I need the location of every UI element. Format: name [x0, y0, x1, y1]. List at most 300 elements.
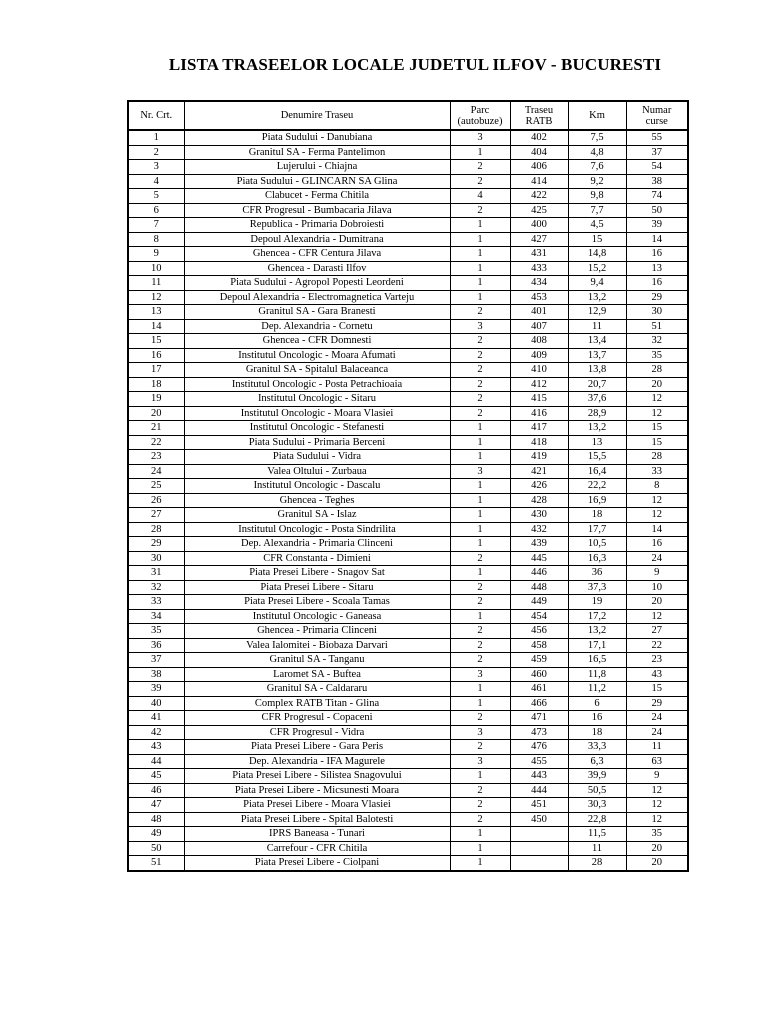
km-cell: 22,2 [568, 479, 626, 494]
nr-crt-cell: 31 [128, 566, 184, 581]
route-name-cell: Granitul SA - Tanganu [184, 653, 450, 668]
traseu-ratb-cell: 409 [510, 348, 568, 363]
table-row [128, 856, 688, 871]
km-cell: 28,9 [568, 406, 626, 421]
parc-cell: 1 [450, 435, 510, 450]
route-name-cell: Institutul Oncologic - Moara Vlasiei [184, 406, 450, 421]
traseu-ratb-cell: 416 [510, 406, 568, 421]
table-row [128, 508, 688, 523]
numar-curse-cell: 12 [626, 493, 688, 508]
numar-curse-cell: 28 [626, 450, 688, 465]
parc-cell: 1 [450, 537, 510, 552]
table-row [128, 130, 688, 145]
nr-crt-cell: 9 [128, 247, 184, 262]
traseu-ratb-cell: 431 [510, 247, 568, 262]
route-name-cell: Granitul SA - Islaz [184, 508, 450, 523]
table-row [128, 464, 688, 479]
km-cell: 16,3 [568, 551, 626, 566]
route-name-cell: Granitul SA - Spitalul Balaceanca [184, 363, 450, 378]
parc-cell: 2 [450, 174, 510, 189]
nr-crt-cell: 32 [128, 580, 184, 595]
route-name-cell: Ghencea - Darasti Ilfov [184, 261, 450, 276]
numar-curse-cell: 24 [626, 551, 688, 566]
route-name-cell: Republica - Primaria Dobroiesti [184, 218, 450, 233]
numar-curse-cell: 63 [626, 754, 688, 769]
km-cell: 19 [568, 595, 626, 610]
header-denumire-traseu: Denumire Traseu [184, 101, 450, 130]
table-row [128, 812, 688, 827]
route-name-cell: Piata Presei Libere - Silistea Snagovului [184, 769, 450, 784]
km-cell: 37,3 [568, 580, 626, 595]
nr-crt-cell: 51 [128, 856, 184, 871]
numar-curse-cell: 12 [626, 406, 688, 421]
numar-curse-cell: 15 [626, 421, 688, 436]
route-name-cell: CFR Constanta - Dimieni [184, 551, 450, 566]
route-name-cell: Granitul SA - Ferma Pantelimon [184, 145, 450, 160]
nr-crt-cell: 37 [128, 653, 184, 668]
numar-curse-cell: 12 [626, 783, 688, 798]
km-cell: 30,3 [568, 798, 626, 813]
numar-curse-cell: 24 [626, 725, 688, 740]
traseu-ratb-cell: 408 [510, 334, 568, 349]
numar-curse-cell: 11 [626, 740, 688, 755]
table-row [128, 218, 688, 233]
km-cell: 28 [568, 856, 626, 871]
km-cell: 9,8 [568, 189, 626, 204]
km-cell: 13,7 [568, 348, 626, 363]
route-name-cell: Carrefour - CFR Chitila [184, 841, 450, 856]
parc-cell: 1 [450, 145, 510, 160]
route-name-cell: Lujerului - Chiajna [184, 160, 450, 175]
parc-cell: 1 [450, 769, 510, 784]
parc-cell: 2 [450, 348, 510, 363]
parc-cell: 4 [450, 189, 510, 204]
nr-crt-cell: 2 [128, 145, 184, 160]
route-name-cell: Piata Presei Libere - Gara Peris [184, 740, 450, 755]
nr-crt-cell: 27 [128, 508, 184, 523]
nr-crt-cell: 41 [128, 711, 184, 726]
traseu-ratb-cell: 451 [510, 798, 568, 813]
nr-crt-cell: 24 [128, 464, 184, 479]
parc-cell: 2 [450, 363, 510, 378]
table-row [128, 261, 688, 276]
traseu-ratb-cell: 400 [510, 218, 568, 233]
table-row [128, 769, 688, 784]
parc-cell: 1 [450, 450, 510, 465]
traseu-ratb-cell: 446 [510, 566, 568, 581]
km-cell: 33,3 [568, 740, 626, 755]
numar-curse-cell: 33 [626, 464, 688, 479]
parc-cell: 2 [450, 203, 510, 218]
table-row [128, 203, 688, 218]
route-name-cell: Piata Sudului - Primaria Berceni [184, 435, 450, 450]
numar-curse-cell: 9 [626, 769, 688, 784]
traseu-ratb-cell: 419 [510, 450, 568, 465]
traseu-ratb-cell: 406 [510, 160, 568, 175]
header-parc [450, 101, 510, 130]
km-cell: 6,3 [568, 754, 626, 769]
traseu-ratb-cell: 407 [510, 319, 568, 334]
nr-crt-cell: 40 [128, 696, 184, 711]
parc-cell: 1 [450, 421, 510, 436]
nr-crt-cell: 12 [128, 290, 184, 305]
numar-curse-cell: 22 [626, 638, 688, 653]
numar-curse-cell: 23 [626, 653, 688, 668]
numar-curse-cell: 30 [626, 305, 688, 320]
nr-crt-cell: 1 [128, 130, 184, 145]
numar-curse-cell: 51 [626, 319, 688, 334]
traseu-ratb-cell: 401 [510, 305, 568, 320]
numar-curse-cell: 10 [626, 580, 688, 595]
header-traseu-line1: Traseu [524, 104, 554, 116]
traseu-ratb-cell: 410 [510, 363, 568, 378]
route-name-cell: Institutul Oncologic - Moara Afumati [184, 348, 450, 363]
numar-curse-cell: 50 [626, 203, 688, 218]
numar-curse-cell: 38 [626, 174, 688, 189]
table-row [128, 160, 688, 175]
parc-cell: 1 [450, 508, 510, 523]
numar-curse-cell: 20 [626, 841, 688, 856]
nr-crt-cell: 44 [128, 754, 184, 769]
table-row [128, 580, 688, 595]
table-row [128, 682, 688, 697]
parc-cell: 2 [450, 595, 510, 610]
traseu-ratb-cell: 443 [510, 769, 568, 784]
numar-curse-cell: 12 [626, 812, 688, 827]
km-cell: 7,6 [568, 160, 626, 175]
table-header-row [128, 101, 688, 130]
traseu-ratb-cell: 458 [510, 638, 568, 653]
table-row [128, 247, 688, 262]
route-name-cell: Institutul Oncologic - Dascalu [184, 479, 450, 494]
table-row [128, 653, 688, 668]
route-name-cell: CFR Progresul - Copaceni [184, 711, 450, 726]
table-row [128, 798, 688, 813]
traseu-ratb-cell: 417 [510, 421, 568, 436]
traseu-ratb-cell: 428 [510, 493, 568, 508]
km-cell: 16,9 [568, 493, 626, 508]
traseu-ratb-cell [510, 827, 568, 842]
table-row [128, 232, 688, 247]
km-cell: 4,5 [568, 218, 626, 233]
route-name-cell: Ghencea - CFR Centura Jilava [184, 247, 450, 262]
nr-crt-cell: 22 [128, 435, 184, 450]
table-row [128, 783, 688, 798]
nr-crt-cell: 26 [128, 493, 184, 508]
km-cell: 14,8 [568, 247, 626, 262]
parc-cell: 2 [450, 798, 510, 813]
nr-crt-cell: 13 [128, 305, 184, 320]
km-cell: 10,5 [568, 537, 626, 552]
nr-crt-cell: 8 [128, 232, 184, 247]
parc-cell: 2 [450, 783, 510, 798]
parc-cell: 1 [450, 247, 510, 262]
nr-crt-cell: 3 [128, 160, 184, 175]
km-cell: 17,7 [568, 522, 626, 537]
km-cell: 11,2 [568, 682, 626, 697]
header-parc-line1: Parc [470, 104, 490, 116]
numar-curse-cell: 20 [626, 856, 688, 871]
nr-crt-cell: 36 [128, 638, 184, 653]
route-name-cell: CFR Progresul - Vidra [184, 725, 450, 740]
traseu-ratb-cell: 444 [510, 783, 568, 798]
km-cell: 16,5 [568, 653, 626, 668]
km-cell: 50,5 [568, 783, 626, 798]
numar-curse-cell: 20 [626, 595, 688, 610]
table-row [128, 363, 688, 378]
nr-crt-cell: 43 [128, 740, 184, 755]
nr-crt-cell: 17 [128, 363, 184, 378]
routes-table [127, 100, 689, 872]
document-title: LISTA TRASEELOR LOCALE JUDETUL ILFOV - BUCURESTI [168, 55, 662, 74]
route-name-cell: Valea Oltului - Zurbaua [184, 464, 450, 479]
nr-crt-cell: 28 [128, 522, 184, 537]
nr-crt-cell: 49 [128, 827, 184, 842]
km-cell: 13,4 [568, 334, 626, 349]
table-body [128, 130, 688, 871]
header-traseu-ratb [510, 101, 568, 130]
route-name-cell: Piata Presei Libere - Ciolpani [184, 856, 450, 871]
route-name-cell: Depoul Alexandria - Electromagnetica Varteju [184, 290, 450, 305]
traseu-ratb-cell: 439 [510, 537, 568, 552]
nr-crt-cell: 15 [128, 334, 184, 349]
table-row [128, 609, 688, 624]
header-numar-curse [626, 101, 688, 130]
km-cell: 13,8 [568, 363, 626, 378]
route-name-cell: Piata Presei Libere - Sitaru [184, 580, 450, 595]
traseu-ratb-cell: 434 [510, 276, 568, 291]
parc-cell: 1 [450, 479, 510, 494]
table-row [128, 276, 688, 291]
table-row [128, 522, 688, 537]
route-name-cell: Piata Presei Libere - Moara Vlasiei [184, 798, 450, 813]
nr-crt-cell: 14 [128, 319, 184, 334]
table-row [128, 435, 688, 450]
parc-cell: 1 [450, 856, 510, 871]
parc-cell: 1 [450, 276, 510, 291]
route-name-cell: Dep. Alexandria - Primaria Clinceni [184, 537, 450, 552]
parc-cell: 1 [450, 841, 510, 856]
parc-cell: 3 [450, 667, 510, 682]
traseu-ratb-cell: 402 [510, 130, 568, 145]
nr-crt-cell: 19 [128, 392, 184, 407]
parc-cell: 3 [450, 464, 510, 479]
route-name-cell: IPRS Baneasa - Tunari [184, 827, 450, 842]
km-cell: 4,8 [568, 145, 626, 160]
numar-curse-cell: 16 [626, 247, 688, 262]
traseu-ratb-cell: 433 [510, 261, 568, 276]
table-row [128, 667, 688, 682]
km-cell: 11 [568, 841, 626, 856]
numar-curse-cell: 24 [626, 711, 688, 726]
parc-cell: 1 [450, 493, 510, 508]
parc-cell: 2 [450, 653, 510, 668]
parc-cell: 2 [450, 580, 510, 595]
route-name-cell: Piata Sudului - Danubiana [184, 130, 450, 145]
km-cell: 22,8 [568, 812, 626, 827]
route-name-cell: Dep. Alexandria - Cornetu [184, 319, 450, 334]
numar-curse-cell: 39 [626, 218, 688, 233]
route-name-cell: Institutul Oncologic - Posta Petrachioaia [184, 377, 450, 392]
route-name-cell: Piata Presei Libere - Scoala Tamas [184, 595, 450, 610]
nr-crt-cell: 21 [128, 421, 184, 436]
table-row [128, 406, 688, 421]
traseu-ratb-cell: 455 [510, 754, 568, 769]
km-cell: 9,4 [568, 276, 626, 291]
numar-curse-cell: 15 [626, 682, 688, 697]
route-name-cell: Piata Presei Libere - Snagov Sat [184, 566, 450, 581]
route-name-cell: Institutul Oncologic - Sitaru [184, 392, 450, 407]
parc-cell: 2 [450, 638, 510, 653]
route-name-cell: Complex RATB Titan - Glina [184, 696, 450, 711]
nr-crt-cell: 33 [128, 595, 184, 610]
km-cell: 18 [568, 508, 626, 523]
traseu-ratb-cell: 456 [510, 624, 568, 639]
table-row [128, 421, 688, 436]
table-row [128, 479, 688, 494]
table-row [128, 537, 688, 552]
table-row [128, 377, 688, 392]
route-name-cell: Institutul Oncologic - Posta Sindrilita [184, 522, 450, 537]
traseu-ratb-cell: 459 [510, 653, 568, 668]
table-row [128, 348, 688, 363]
km-cell: 12,9 [568, 305, 626, 320]
route-name-cell: Piata Presei Libere - Spital Balotesti [184, 812, 450, 827]
km-cell: 7,7 [568, 203, 626, 218]
parc-cell: 2 [450, 377, 510, 392]
traseu-ratb-cell: 427 [510, 232, 568, 247]
nr-crt-cell: 4 [128, 174, 184, 189]
numar-curse-cell: 35 [626, 348, 688, 363]
numar-curse-cell: 14 [626, 232, 688, 247]
nr-crt-cell: 10 [128, 261, 184, 276]
route-name-cell: Laromet SA - Buftea [184, 667, 450, 682]
km-cell: 39,9 [568, 769, 626, 784]
table-row [128, 696, 688, 711]
parc-cell: 3 [450, 319, 510, 334]
km-cell: 13 [568, 435, 626, 450]
numar-curse-cell: 74 [626, 189, 688, 204]
km-cell: 16 [568, 711, 626, 726]
parc-cell: 1 [450, 682, 510, 697]
nr-crt-cell: 30 [128, 551, 184, 566]
km-cell: 16,4 [568, 464, 626, 479]
route-name-cell: Institutul Oncologic - Stefanesti [184, 421, 450, 436]
route-name-cell: Ghencea - Teghes [184, 493, 450, 508]
traseu-ratb-cell: 449 [510, 595, 568, 610]
traseu-ratb-cell: 471 [510, 711, 568, 726]
header-traseu-line2: RATB [525, 115, 553, 127]
numar-curse-cell: 12 [626, 798, 688, 813]
parc-cell: 1 [450, 218, 510, 233]
header-nr-crt: Nr. Crt. [128, 101, 184, 130]
numar-curse-cell: 35 [626, 827, 688, 842]
table-row [128, 319, 688, 334]
parc-cell: 2 [450, 711, 510, 726]
numar-curse-cell: 43 [626, 667, 688, 682]
route-name-cell: Piata Sudului - GLINCARN SA Glina [184, 174, 450, 189]
nr-crt-cell: 39 [128, 682, 184, 697]
numar-curse-cell: 12 [626, 609, 688, 624]
traseu-ratb-cell: 432 [510, 522, 568, 537]
route-name-cell: Granitul SA - Caldararu [184, 682, 450, 697]
traseu-ratb-cell: 404 [510, 145, 568, 160]
traseu-ratb-cell: 415 [510, 392, 568, 407]
numar-curse-cell: 20 [626, 377, 688, 392]
km-cell: 11,5 [568, 827, 626, 842]
km-cell: 17,2 [568, 609, 626, 624]
traseu-ratb-cell: 414 [510, 174, 568, 189]
nr-crt-cell: 47 [128, 798, 184, 813]
km-cell: 37,6 [568, 392, 626, 407]
route-name-cell: Piata Sudului - Vidra [184, 450, 450, 465]
km-cell: 9,2 [568, 174, 626, 189]
numar-curse-cell: 16 [626, 276, 688, 291]
numar-curse-cell: 28 [626, 363, 688, 378]
parc-cell: 1 [450, 290, 510, 305]
numar-curse-cell: 13 [626, 261, 688, 276]
numar-curse-cell: 37 [626, 145, 688, 160]
km-cell: 7,5 [568, 130, 626, 145]
traseu-ratb-cell: 422 [510, 189, 568, 204]
nr-crt-cell: 7 [128, 218, 184, 233]
nr-crt-cell: 50 [128, 841, 184, 856]
nr-crt-cell: 34 [128, 609, 184, 624]
table-row [128, 841, 688, 856]
km-cell: 20,7 [568, 377, 626, 392]
nr-crt-cell: 18 [128, 377, 184, 392]
parc-cell: 2 [450, 160, 510, 175]
numar-curse-cell: 14 [626, 522, 688, 537]
table-row [128, 174, 688, 189]
route-name-cell: Dep. Alexandria - IFA Magurele [184, 754, 450, 769]
km-cell: 11 [568, 319, 626, 334]
numar-curse-cell: 54 [626, 160, 688, 175]
nr-crt-cell: 38 [128, 667, 184, 682]
parc-cell: 2 [450, 334, 510, 349]
km-cell: 15,5 [568, 450, 626, 465]
nr-crt-cell: 45 [128, 769, 184, 784]
table-row [128, 305, 688, 320]
parc-cell: 1 [450, 522, 510, 537]
table-row [128, 638, 688, 653]
numar-curse-cell: 15 [626, 435, 688, 450]
traseu-ratb-cell: 461 [510, 682, 568, 697]
numar-curse-cell: 27 [626, 624, 688, 639]
km-cell: 6 [568, 696, 626, 711]
numar-curse-cell: 32 [626, 334, 688, 349]
table-row [128, 392, 688, 407]
traseu-ratb-cell: 430 [510, 508, 568, 523]
traseu-ratb-cell: 466 [510, 696, 568, 711]
nr-crt-cell: 42 [128, 725, 184, 740]
header-parc-line2: (autobuze) [457, 115, 503, 127]
parc-cell: 1 [450, 696, 510, 711]
km-cell: 15 [568, 232, 626, 247]
parc-cell: 3 [450, 754, 510, 769]
numar-curse-cell: 55 [626, 130, 688, 145]
km-cell: 17,1 [568, 638, 626, 653]
km-cell: 13,2 [568, 624, 626, 639]
traseu-ratb-cell: 450 [510, 812, 568, 827]
parc-cell: 2 [450, 740, 510, 755]
numar-curse-cell: 16 [626, 537, 688, 552]
table-row [128, 450, 688, 465]
route-name-cell: Ghencea - Primaria Clinceni [184, 624, 450, 639]
parc-cell: 1 [450, 232, 510, 247]
route-name-cell: Piata Sudului - Agropol Popesti Leordeni [184, 276, 450, 291]
traseu-ratb-cell: 473 [510, 725, 568, 740]
